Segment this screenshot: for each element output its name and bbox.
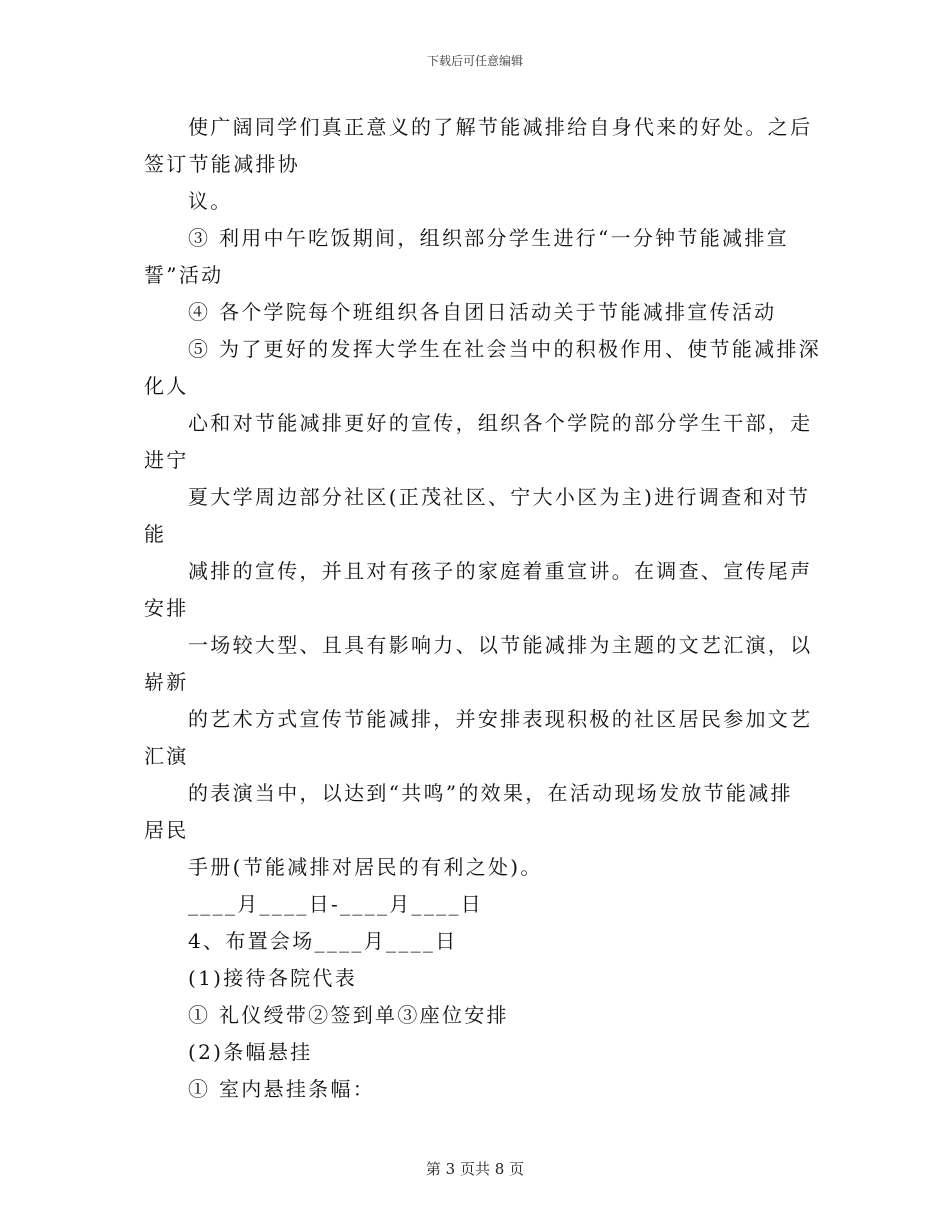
subsection-2: (2)条幅悬挂: [188, 1040, 313, 1064]
section-heading-4: 4、布置会场____月____日: [188, 929, 458, 953]
date-range-line: ____月____日-____月____日: [188, 892, 484, 916]
paragraph-line: 夏大学周边部分社区(正茂社区、宁大小区为主)进行调查和对节: [188, 485, 811, 509]
list-item-4: ④ 各个学院每个班组织各自团日活动关于节能减排宣传活动: [188, 300, 777, 324]
list-item-3: ③ 利用中午吃饭期间，组织部分学生进行“一分钟节能减排宣: [188, 226, 789, 250]
list-item: ① 礼仪绶带②签到单③座位安排: [188, 1003, 509, 1027]
paragraph-line: 减排的宣传，并且对有孩子的家庭着重宣讲。在调查、宣传尾声: [188, 559, 813, 583]
list-item: ① 室内悬挂条幅：: [188, 1077, 376, 1101]
paragraph-line: 进宁: [144, 448, 189, 472]
page-header: 下载后可任意编辑: [426, 54, 523, 68]
paragraph-line: 使广阔同学们真正意义的了解节能减排给自身代来的好处。之后: [188, 115, 813, 139]
paragraph-line: 的艺术方式宣传节能减排，并安排表现积极的社区居民参加文艺: [188, 707, 813, 731]
paragraph-line: 议。: [188, 189, 233, 213]
paragraph-line: 一场较大型、且具有影响力、以节能减排为主题的文艺汇演，以: [188, 633, 813, 657]
paragraph-line: 居民: [144, 818, 189, 842]
paragraph-line: 能: [144, 522, 167, 546]
paragraph-line: 的表演当中，以达到“共鸣”的效果，在活动现场发放节能减排: [188, 781, 793, 805]
page-footer: 第 3 页共 8 页: [425, 1160, 525, 1178]
paragraph-line: 誓”活动: [144, 263, 224, 287]
paragraph-line: 安排: [144, 596, 189, 620]
paragraph-line: 化人: [144, 374, 189, 398]
subsection-1: (1)接待各院代表: [188, 966, 358, 990]
paragraph-line: 崭新: [144, 670, 189, 694]
paragraph-line: 汇演: [144, 744, 189, 768]
list-item-5: ⑤ 为了更好的发挥大学生在社会当中的积极作用、使节能减排深: [188, 337, 822, 361]
paragraph-line: 心和对节能减排更好的宣传，组织各个学院的部分学生干部，走: [188, 411, 813, 435]
paragraph-line: 手册(节能减排对居民的有利之处)。: [188, 855, 543, 879]
paragraph-line: 签订节能减排协: [144, 152, 301, 176]
